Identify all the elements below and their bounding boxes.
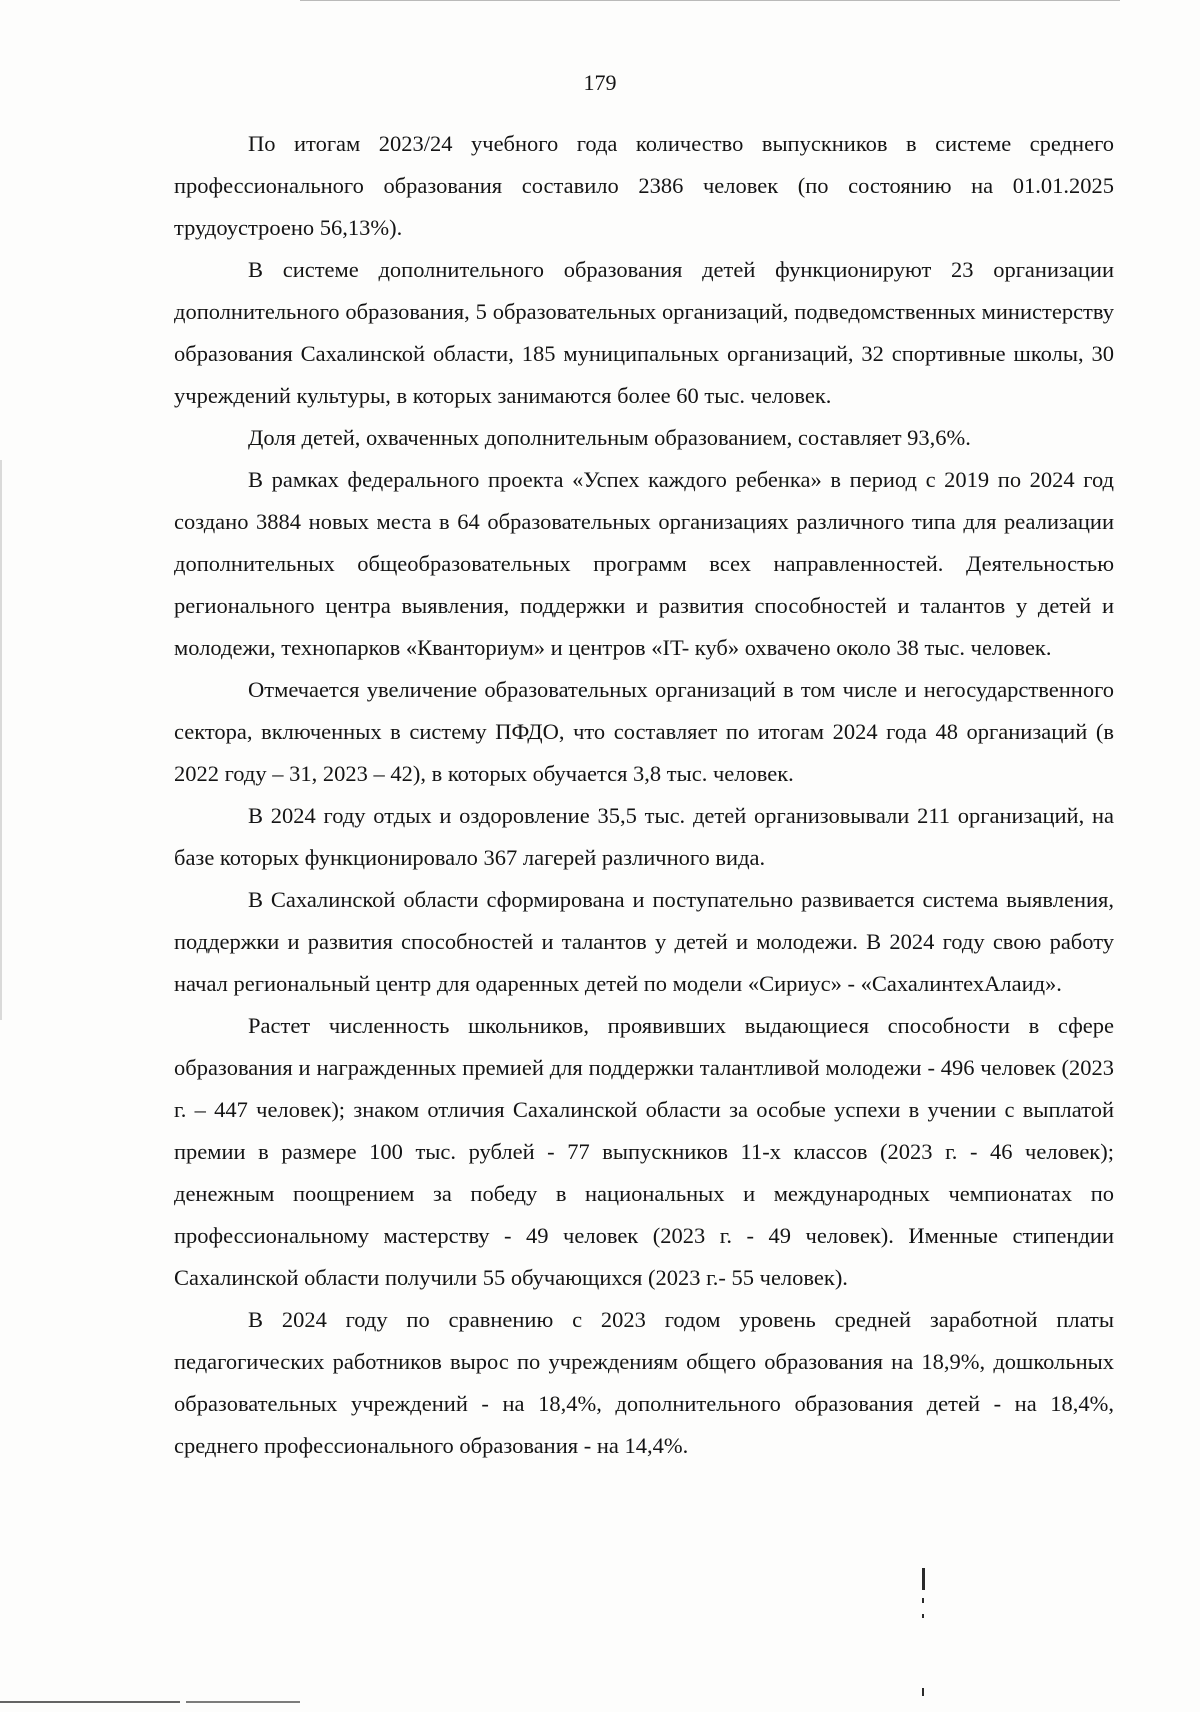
- body-text: [174, 123, 1114, 1467]
- paragraph-talent-system: В Сахалинской области сформирована и поступательно развивается система выявления, поддержки и развития способностей и талантов у детей и молодежи. В 2024 году свою работу начал региональный центр для одаренных детей по модели «Сириус» - «СахалинтехАлаид».: [174, 887, 1114, 996]
- paragraph-recreation: В 2024 году отдых и оздоровление 35,5 тыс. детей организовывали 211 организаций, на базе которых функционировало 367 лагерей различного вида.: [174, 803, 1114, 870]
- page-number: 179: [583, 70, 617, 95]
- paragraph-awards: Растет численность школьников, проявивших выдающиеся способности в сфере образования и награжденных премией для поддержки талантливой молодежи - 496 человек (2023 г. – 447 человек); знаком отличия Сахалинской области за особые успехи в учении с выплатой премии в размере 100 тыс. рублей - 77 выпускников 11-х классов (2023 г. - 46 человек); денежным поощрением за победу в национальных и международных чемпионатах по профессиональному мастерству - 49 человек (2023 г. - 49 человек). Именные стипендии Сахалинской области получили 55 обучающихся (2023 г.- 55 человек).: [174, 1013, 1114, 1290]
- scan-edge-bottom: [0, 1701, 300, 1703]
- paragraph-graduates: По итогам 2023/24 учебного года количество выпускников в системе среднего профессионального образования составило 2386 человек (по состоянию на 01.01.2025 трудоустроено 56,13%).: [174, 131, 1114, 240]
- scan-artifact-dot: [922, 1614, 924, 1618]
- scan-artifact-dot: [922, 1598, 924, 1603]
- scan-edge-left: [0, 460, 2, 1020]
- paragraph-salaries: В 2024 году по сравнению с 2023 годом уровень средней заработной платы педагогических работников вырос по учреждениям общего образования на 18,9%, дошкольных образовательных учреждений - на 18,4%, дополнительного образования детей - на 18,4%, среднего профессионального образования - на 14,4%.: [174, 1307, 1114, 1458]
- paragraph-additional-education: В системе дополнительного образования детей функционируют 23 организации дополнительного образования, 5 образовательных организаций, подведомственных министерству образования Сахалинской области, 185 муниципальных организаций, 32 спортивные школы, 30 учреждений культуры, в которых занимаются более 60 тыс. человек.: [174, 257, 1114, 408]
- scan-artifact-mark: [922, 1568, 925, 1590]
- scan-artifact-dot: [922, 1688, 924, 1696]
- scan-edge-top: [300, 0, 1120, 1]
- paragraph-coverage-share: Доля детей, охваченных дополнительным образованием, составляет 93,6%.: [248, 425, 971, 450]
- paragraph-federal-project: В рамках федерального проекта «Успех каждого ребенка» в период с 2019 по 2024 год создано 3884 новых места в 64 образовательных организациях различного типа для реализации дополнительных общеобразовательных программ всех направленностей. Деятельностью регионального центра выявления, поддержки и развития способностей и талантов у детей и молодежи, технопарков «Кванториум» и центров «IT- куб» охвачено около 38 тыс. человек.: [174, 467, 1114, 660]
- paragraph-pfdo: Отмечается увеличение образовательных организаций в том числе и негосударственного сектора, включенных в систему ПФДО, что составляет по итогам 2024 года 48 организаций (в 2022 году – 31, 2023 – 42), в которых обучается 3,8 тыс. человек.: [174, 677, 1114, 786]
